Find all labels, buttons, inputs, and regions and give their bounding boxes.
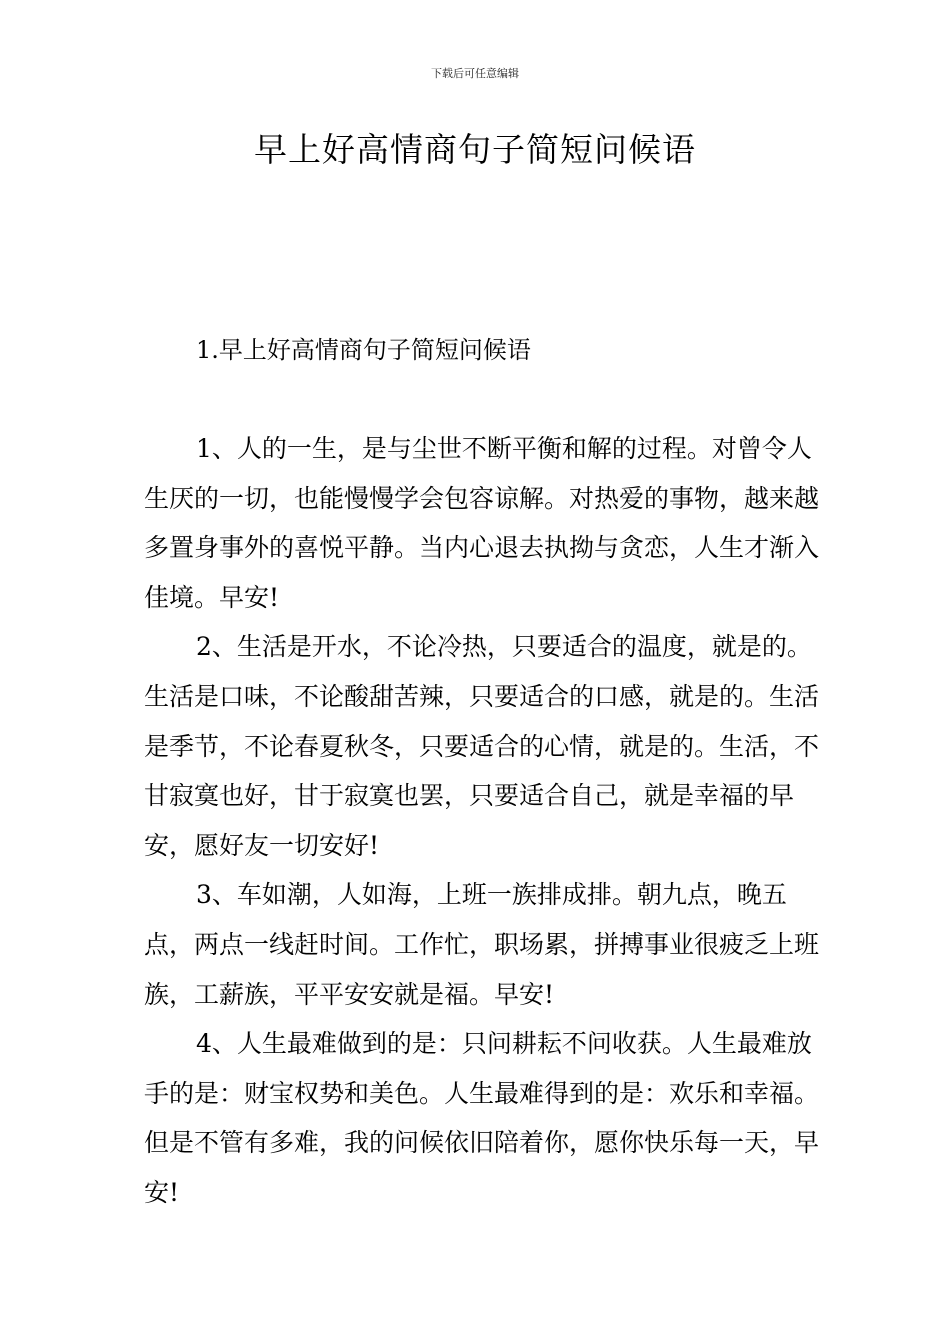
document-title: 早上好高情商句子简短问候语 (254, 130, 696, 169)
paragraph-3: 3、车如潮，人如海，上班一族排成排。朝九点，晚五点，两点一线赶时间。工作忙，职场累，拼搏事业很疲乏上班族，工薪族，平平安安就是福。早安! (144, 880, 820, 1009)
section-heading: 1.早上好高情商句子简短问候语 (196, 336, 531, 364)
paragraph-4: 4、人生最难做到的是：只问耕耘不问收获。人生最难放手的是：财宝权势和美色。人生最难得到的是：欢乐和幸福。但是不管有多难，我的问候依旧陪着你，愿你快乐每一天，早安! (144, 1029, 820, 1207)
header-note: 下载后可任意编辑 (431, 67, 519, 80)
paragraph-1: 1、人的一生，是与尘世不断平衡和解的过程。对曾令人生厌的一切，也能慢慢学会包容谅解。对热爱的事物，越来越多置身事外的喜悦平静。当内心退去执拗与贪恋，人生才渐入佳境。早安! (144, 434, 820, 612)
document-body (144, 424, 824, 1218)
paragraph-2: 2、生活是开水，不论冷热，只要适合的温度，就是的。生活是口味，不论酸甜苦辣，只要适合的口感，就是的。生活是季节，不论春夏秋冬，只要适合的心情，就是的。生活，不甘寂寞也好，甘于寂寞也罢，只要适合自己，就是幸福的早安，愿好友一切安好! (144, 632, 820, 860)
